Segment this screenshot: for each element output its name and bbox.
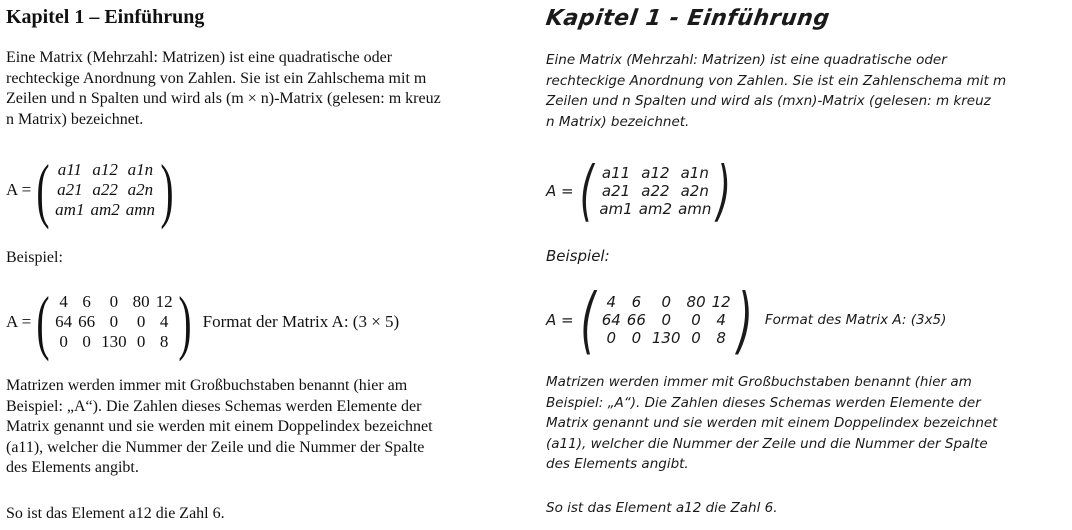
body-line: Matrix genannt und sie werden mit einem Doppelindex bezeichnet <box>6 418 433 435</box>
body-line: Matrizen werden immer mit Großbuchstaben benannt (hier am <box>6 377 408 394</box>
matrix-label: A = <box>546 182 574 200</box>
printed-page <box>0 0 530 530</box>
body-line: (a11), welcher die Nummer der Zeile und die Nummer der Spalte <box>546 435 988 452</box>
matrix-cell: am1 <box>55 200 85 219</box>
intro-line: rechteckige Anordnung von Zahlen. Sie ist ein Zahlenschema mit m <box>546 72 1007 89</box>
matrix-cell: 4 <box>59 292 68 311</box>
handwritten-page <box>540 0 1072 530</box>
intro-line: Zeilen und n Spalten und wird als (mxn)-Matrix (gelesen: m kreuz <box>546 93 991 109</box>
general-matrix <box>546 152 737 229</box>
matrix-cell: a12 <box>641 164 670 182</box>
body-line: des Elements angibt. <box>6 459 139 476</box>
intro-line: Eine Matrix (Mehrzahl: Matrizen) ist eine quadratische oder <box>6 49 393 66</box>
matrix-cell: 0 <box>691 329 701 347</box>
format-text: Format des Matrix A: (3x5) <box>764 312 947 328</box>
matrix-cell: 0 <box>661 311 671 329</box>
matrix-cell: 0 <box>691 311 701 329</box>
matrix-cell: a2n <box>127 180 154 199</box>
left-paren: ( <box>579 278 596 362</box>
matrix-cell: 8 <box>159 332 169 351</box>
matrix-cell: amn <box>125 200 156 219</box>
matrix-cell: 6 <box>82 292 91 311</box>
matrix-cell: a21 <box>601 182 631 200</box>
matrix-cell: 8 <box>716 329 726 347</box>
body-line: Beispiel: „A“). Die Zahlen dieses Schemas werden Elemente der <box>546 394 981 411</box>
body-line: Matrizen werden immer mit Großbuchstaben benannt (hier am <box>546 374 972 390</box>
left-paren: ( <box>36 282 50 362</box>
body-line: Matrix genannt und sie werden mit einem Doppelindex bezeichnet <box>546 415 998 431</box>
intro-line: rechteckige Anordnung von Zahlen. Sie ist ein Zahlschema mit m <box>6 69 427 87</box>
matrix-cell: am1 <box>599 200 633 218</box>
matrix-cell: 66 <box>626 311 646 329</box>
body-paragraph <box>6 376 520 479</box>
body-line: des Elements angibt. <box>546 456 689 472</box>
intro-line: n Matrix) bezeichnet. <box>546 113 690 130</box>
matrix-cell: 0 <box>661 293 671 311</box>
matrix-grid <box>602 293 731 347</box>
matrix-grid <box>55 292 173 352</box>
matrix-cell: amn <box>678 200 712 218</box>
matrix-cell: 4 <box>606 293 617 311</box>
matrix-cell: a1n <box>127 160 154 179</box>
body-line: Beispiel: „A“). Die Zahlen dieses Schemas werden Elemente der <box>6 397 422 415</box>
matrix-cell: 0 <box>606 329 617 347</box>
intro-paragraph <box>546 50 1066 132</box>
right-paren: ) <box>178 282 192 362</box>
example-matrix <box>546 278 947 362</box>
matrix-cell: a22 <box>641 182 670 200</box>
intro-line: Zeilen und n Spalten und wird als (m × n)-Matrix (gelesen: m kreuz <box>6 90 441 107</box>
closing-line: So ist das Element a12 die Zahl 6. <box>546 500 778 516</box>
matrix-label: A = <box>546 311 574 329</box>
left-paren: ( <box>36 150 50 230</box>
page-title: Kapitel 1 - Einführung <box>544 6 832 31</box>
matrix-cell: 6 <box>631 293 642 311</box>
matrix-cell: 80 <box>132 292 150 311</box>
matrix-cell: a12 <box>92 160 118 179</box>
matrix-cell: 64 <box>601 311 621 329</box>
page-title: Kapitel 1 – Einführung <box>6 6 205 28</box>
intro-line: Eine Matrix (Mehrzahl: Matrizen) ist eine quadratische oder <box>546 52 947 68</box>
left-paren: ( <box>579 152 594 229</box>
matrix-cell: a1n <box>680 164 709 182</box>
matrix-cell: 0 <box>59 332 68 351</box>
matrix-cell: a22 <box>92 180 118 199</box>
matrix-cell: 64 <box>55 312 73 331</box>
matrix-cell: a11 <box>601 164 631 182</box>
example-matrix <box>6 282 400 362</box>
format-text: Format der Matrix A: (3 × 5) <box>202 312 400 331</box>
matrix-cell: am2 <box>638 200 673 218</box>
matrix-cell: a2n <box>680 182 709 200</box>
closing-line: So ist das Element a12 die Zahl 6. <box>6 505 225 522</box>
matrix-cell: 0 <box>82 332 91 351</box>
example-heading: Beispiel: <box>6 249 63 266</box>
matrix-cell: 66 <box>78 312 96 331</box>
matrix-cell: 12 <box>711 293 731 311</box>
matrix-cell: 0 <box>136 332 146 351</box>
intro-paragraph <box>6 48 520 130</box>
general-matrix <box>6 150 179 230</box>
matrix-label: A = <box>6 180 32 199</box>
right-paren: ) <box>160 150 174 230</box>
matrix-cell: 0 <box>631 329 642 347</box>
matrix-grid <box>55 160 155 220</box>
matrix-cell: 0 <box>109 292 119 311</box>
matrix-label: A = <box>6 312 32 331</box>
matrix-cell: a11 <box>57 160 82 179</box>
right-paren: ) <box>717 152 732 229</box>
matrix-cell: a21 <box>57 180 83 199</box>
matrix-cell: 80 <box>686 293 706 311</box>
example-heading: Beispiel: <box>546 247 610 265</box>
matrix-cell: 0 <box>136 312 146 331</box>
right-paren: ) <box>737 278 753 362</box>
matrix-cell: am2 <box>90 200 120 219</box>
matrix-grid <box>599 164 711 218</box>
matrix-cell: 4 <box>716 311 726 329</box>
matrix-cell: 12 <box>155 292 173 311</box>
matrix-cell: 0 <box>109 312 119 331</box>
intro-line: n Matrix) bezeichnet. <box>6 110 144 128</box>
body-paragraph <box>546 372 1066 475</box>
matrix-cell: 4 <box>159 312 169 331</box>
body-line: (a11), welcher die Nummer der Zeile und die Nummer der Spalte <box>6 438 425 456</box>
matrix-cell: 130 <box>101 332 127 351</box>
matrix-cell: 130 <box>651 329 681 347</box>
